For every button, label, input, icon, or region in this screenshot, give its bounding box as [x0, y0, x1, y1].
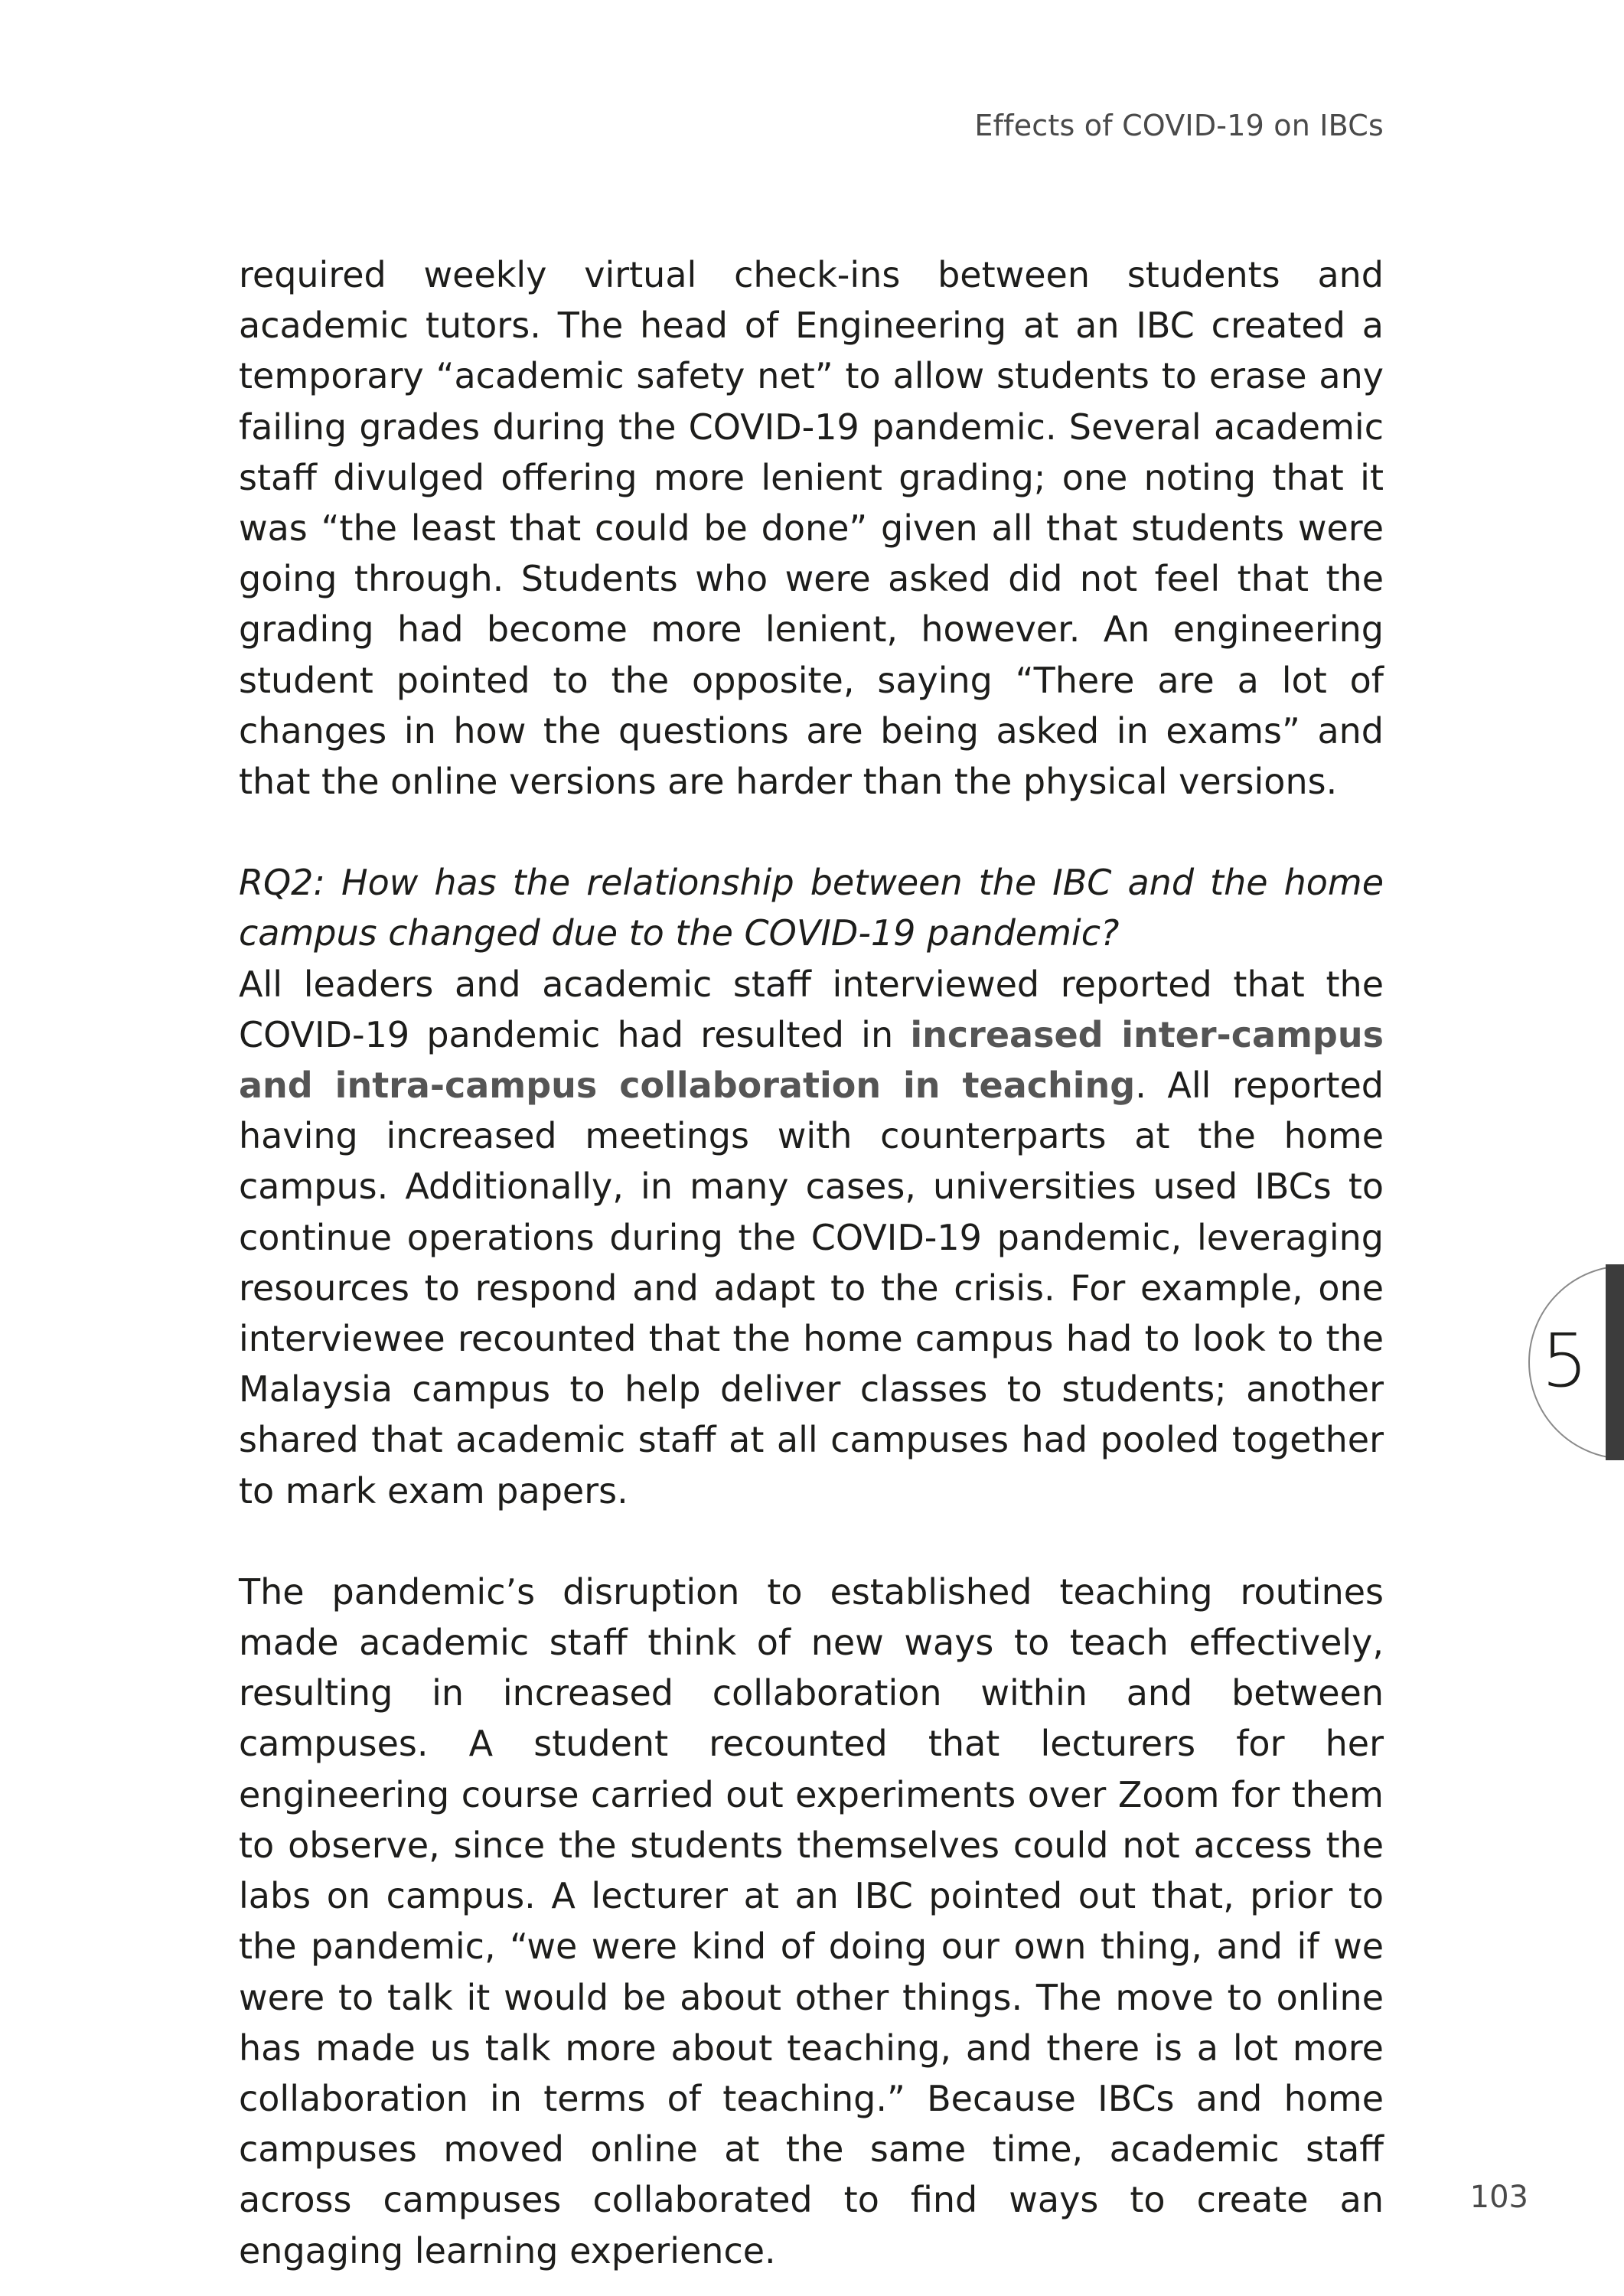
chapter-number: 5 — [1541, 1318, 1589, 1404]
chapter-tab-bar — [1606, 1264, 1624, 1460]
rq2-text-after: . All reported having increased meetings with counterparts at the home campus. Additionally, in many cases, universities used IBCs to continue operations during the COVID-19 pandemic, leveraging resources to respond and adapt to the crisis. For example, one interviewee recounted that the home campus had to look to the Malaysia campus to help deliver classes to students; another shared that academic staff at all campuses had pooled together to mark exam papers. — [239, 1065, 1384, 1512]
paragraph-collaboration: The pandemic’s disruption to established teaching routines made academic staff think of new ways to teach effectively, resulting in increased collaboration within and between campuses. A student recounted that lecturers for her engineering course carried out experiments over Zoom for them to observe, since the students themselves could not access the labs on campus. A lecturer at an IBC pointed out that, prior to the pandemic, “we were kind of doing our own thing, and if we were to talk it would be about other things. The move to online has made us talk more about teaching, and there is a lot more collaboration in terms of teaching.” Because IBCs and home campuses moved online at the same time, academic staff across campuses collaborated to find ways to create an engaging learning experience. — [239, 1570, 1384, 2272]
rq2-emphasis: increased inter-campus and intra-campus collaboration in teaching — [239, 1013, 1384, 1107]
page-number: 103 — [1469, 2180, 1528, 2215]
paragraph-gap — [239, 807, 1384, 857]
rq2-text-before: All leaders and academic staff interviewed reported that the COVID-19 pandemic had resulted in — [239, 963, 1384, 1055]
running-header: Effects of COVID-19 on IBCs — [974, 109, 1384, 142]
paragraph-gap — [239, 1516, 1384, 1567]
paragraph-academic-support: required weekly virtual check-ins between students and academic tutors. The head of Engineering at an IBC created a temporary “academic safety net” to allow students to erase any failing grades during the COVID-19 pandemic. Several academic staff divulged offering more lenient grading; one noting that it was “the least that could be done” given all that students were going through. Students who were asked did not feel that the grading had become more lenient, however. An engineering student pointed to the opposite, saying “There are a lot of changes in how the questions are being asked in exams” and that the online versions are harder than the physical versions. — [239, 254, 1384, 803]
body-text — [239, 249, 1384, 2276]
rq2-heading: RQ2: How has the relationship between the IBC and the home campus changed due to the COVID-19 pandemic? — [239, 862, 1384, 954]
paragraph-rq2-findings — [239, 959, 1384, 1516]
